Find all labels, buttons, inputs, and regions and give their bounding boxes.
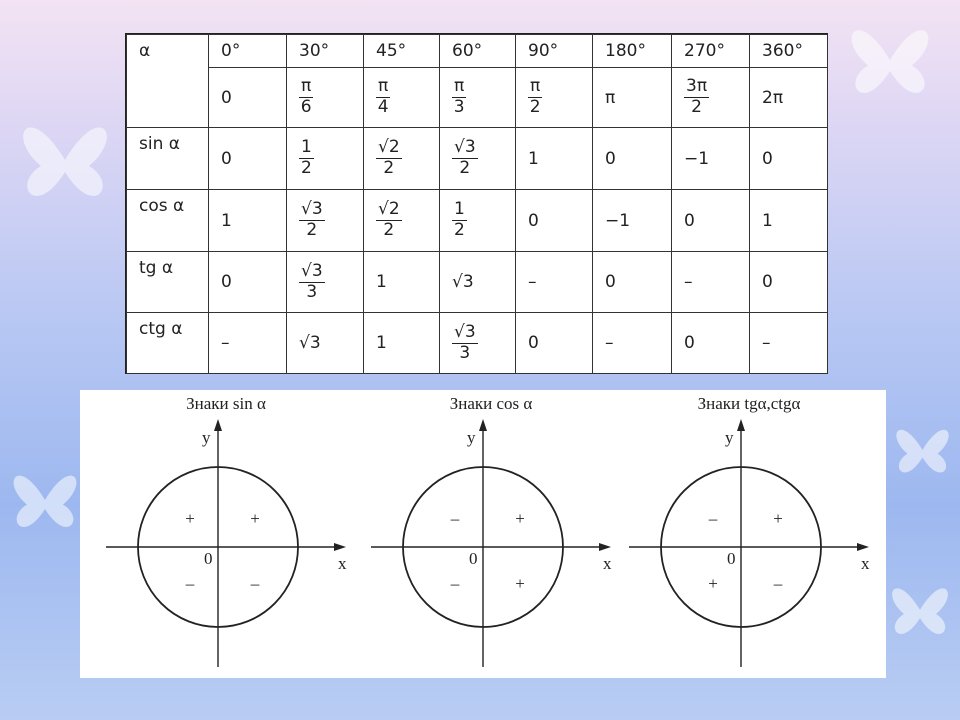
value-cell: 0 xyxy=(516,313,593,374)
denominator: 2 xyxy=(383,158,395,178)
trig-values-table xyxy=(125,33,828,374)
value-cell: 0 xyxy=(516,190,593,252)
function-label: ctg α xyxy=(127,313,209,374)
fraction xyxy=(376,78,390,117)
value-cell xyxy=(440,313,516,374)
value-cell: – xyxy=(209,313,287,374)
sign-q3: – xyxy=(185,574,195,593)
butterfly-decoration xyxy=(0,440,90,560)
value-cell xyxy=(287,252,364,313)
value-cell xyxy=(287,190,364,252)
sign-q2: – xyxy=(708,509,718,528)
radian-cell xyxy=(672,68,750,128)
fraction xyxy=(452,321,478,363)
value-cell: 1 xyxy=(209,190,287,252)
radian-cell xyxy=(364,68,440,128)
value-cell: 1 xyxy=(364,313,440,374)
value-cell: −1 xyxy=(672,128,750,190)
value-cell: 1 xyxy=(364,252,440,313)
value-cell xyxy=(287,128,364,190)
value-cell: 0 xyxy=(750,252,828,313)
radian-cell xyxy=(516,68,593,128)
value-cell: 1 xyxy=(516,128,593,190)
sign-q2: + xyxy=(185,509,195,528)
origin-label: 0 xyxy=(469,549,478,568)
y-axis-arrow xyxy=(479,419,487,431)
value-cell: 0 xyxy=(593,128,672,190)
sign-q4: – xyxy=(773,574,783,593)
degree-cell: 90° xyxy=(516,35,593,68)
x-axis-label: x xyxy=(603,554,612,573)
sign-diagrams-panel xyxy=(80,390,886,678)
y-axis-label: y xyxy=(202,428,211,447)
value-cell: √3 xyxy=(440,252,516,313)
value-cell: – xyxy=(516,252,593,313)
numerator: 3π xyxy=(686,76,708,97)
x-axis-arrow xyxy=(334,543,346,551)
sign-q1: + xyxy=(515,509,525,528)
sign-q1: + xyxy=(250,509,260,528)
sign-q1: + xyxy=(773,509,783,528)
tg-row xyxy=(127,252,828,313)
degree-cell: 60° xyxy=(440,35,516,68)
numerator: √3 xyxy=(301,199,323,220)
numerator: π xyxy=(378,76,389,97)
degree-cell: 0° xyxy=(209,35,287,68)
fraction xyxy=(299,139,314,178)
diagram-title: Знаки cos α xyxy=(449,394,533,413)
degree-cell: 270° xyxy=(672,35,750,68)
y-axis-arrow xyxy=(214,419,222,431)
degree-cell: 30° xyxy=(287,35,364,68)
sign-q3: – xyxy=(450,574,460,593)
denominator: 2 xyxy=(454,220,465,240)
numerator: π xyxy=(530,76,541,97)
value-cell: 0 xyxy=(672,313,750,374)
x-axis-arrow xyxy=(599,543,611,551)
fraction xyxy=(299,260,325,302)
sign-q2: – xyxy=(450,509,460,528)
ctg-row xyxy=(127,313,828,374)
value-cell: – xyxy=(750,313,828,374)
denominator: 6 xyxy=(300,97,312,117)
fraction xyxy=(452,139,478,178)
numerator: 1 xyxy=(454,199,465,220)
butterfly-decoration xyxy=(880,560,960,660)
sign-q4: + xyxy=(515,574,525,593)
butterfly-decoration xyxy=(885,390,960,510)
numerator: √3 xyxy=(454,321,476,342)
x-axis-arrow xyxy=(857,543,869,551)
value-cell xyxy=(364,128,440,190)
degree-cell: 45° xyxy=(364,35,440,68)
fraction xyxy=(528,78,542,117)
function-label: sin α xyxy=(127,128,209,190)
butterfly-decoration xyxy=(835,5,945,115)
denominator: 3 xyxy=(459,342,471,363)
diagram-title: Знаки tgα,ctgα xyxy=(697,394,801,413)
sign-diagrams xyxy=(80,390,886,678)
numerator: √2 xyxy=(378,137,400,158)
fraction xyxy=(376,139,402,178)
value-cell: 0 xyxy=(672,190,750,252)
denominator: 2 xyxy=(691,97,702,117)
value-cell: 1 xyxy=(750,190,828,252)
denominator: 2 xyxy=(459,158,471,178)
numerator: √3 xyxy=(454,137,476,158)
radians-row xyxy=(127,68,828,128)
denominator: 2 xyxy=(529,97,541,117)
diagram-title: Знаки sin α xyxy=(186,394,266,413)
denominator: 4 xyxy=(377,97,389,117)
function-label: tg α xyxy=(127,252,209,313)
degree-cell: 360° xyxy=(750,35,828,68)
fraction xyxy=(376,201,402,240)
denominator: 3 xyxy=(306,281,318,302)
fraction xyxy=(299,78,313,117)
alpha-header: α xyxy=(127,35,209,128)
radian-cell: 2π xyxy=(750,68,828,128)
sign-q4: – xyxy=(250,574,260,593)
denominator: 3 xyxy=(453,97,465,117)
y-axis-arrow xyxy=(737,419,745,431)
degree-cell: 180° xyxy=(593,35,672,68)
numerator: √2 xyxy=(378,199,400,220)
value-cell: 0 xyxy=(750,128,828,190)
butterfly-decoration xyxy=(5,100,125,220)
numerator: π xyxy=(454,76,465,97)
radian-cell xyxy=(287,68,364,128)
function-label: cos α xyxy=(127,190,209,252)
numerator: π xyxy=(301,76,312,97)
numerator: 1 xyxy=(301,137,312,158)
degrees-row xyxy=(127,35,828,68)
value-cell: 0 xyxy=(209,252,287,313)
value-cell: 0 xyxy=(209,128,287,190)
value-cell: – xyxy=(672,252,750,313)
y-axis-label: y xyxy=(725,428,734,447)
sin-row xyxy=(127,128,828,190)
denominator: 2 xyxy=(301,158,312,178)
origin-label: 0 xyxy=(204,549,213,568)
fraction xyxy=(299,201,325,240)
value-cell: – xyxy=(593,313,672,374)
fraction xyxy=(684,78,709,117)
value-cell: −1 xyxy=(593,190,672,252)
fraction xyxy=(452,201,467,240)
value-cell: 0 xyxy=(593,252,672,313)
denominator: 2 xyxy=(306,220,318,240)
value-cell xyxy=(440,190,516,252)
x-axis-label: x xyxy=(861,554,870,573)
value-cell xyxy=(364,190,440,252)
x-axis-label: x xyxy=(338,554,347,573)
value-cell xyxy=(440,128,516,190)
y-axis-label: y xyxy=(467,428,476,447)
sign-q3: + xyxy=(708,574,718,593)
radian-cell: 0 xyxy=(209,68,287,128)
value-cell: √3 xyxy=(287,313,364,374)
radian-cell: π xyxy=(593,68,672,128)
radian-cell xyxy=(440,68,516,128)
fraction xyxy=(452,78,466,117)
denominator: 2 xyxy=(383,220,395,240)
origin-label: 0 xyxy=(727,549,736,568)
cos-row xyxy=(127,190,828,252)
numerator: √3 xyxy=(301,260,323,281)
